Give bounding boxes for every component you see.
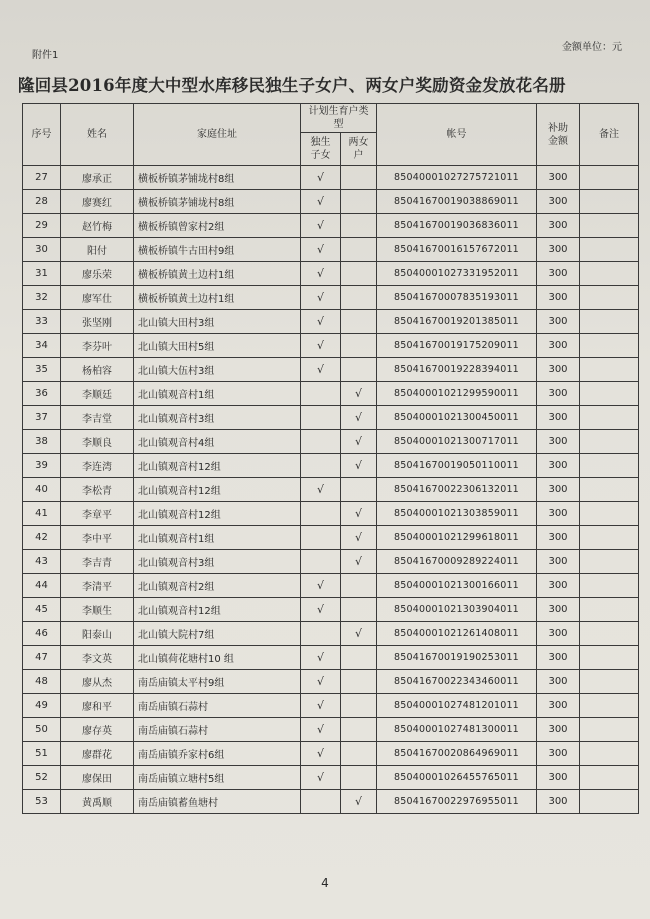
row-no: 38 [23, 430, 61, 454]
row-address: 南岳庙镇石蒜村 [134, 694, 301, 718]
header-subsidy [537, 104, 580, 166]
table-row [23, 358, 639, 382]
row-only-child-check [301, 454, 341, 478]
row-two-girls-check: √ [341, 622, 377, 646]
header-no: 序号 [23, 104, 61, 166]
row-name: 廖承正 [61, 166, 134, 190]
header-two-girls-text: 两女户 [348, 137, 369, 161]
table-row [23, 670, 639, 694]
row-amount: 300 [537, 598, 580, 622]
row-amount: 300 [537, 766, 580, 790]
row-account: 85040001021303859011 [377, 502, 537, 526]
row-account: 85041670016157672011 [377, 238, 537, 262]
table-row [23, 694, 639, 718]
row-amount: 300 [537, 262, 580, 286]
row-name: 李连湾 [61, 454, 134, 478]
row-remark [580, 214, 639, 238]
row-account: 85041670019036836011 [377, 214, 537, 238]
row-no: 52 [23, 766, 61, 790]
row-amount: 300 [537, 166, 580, 190]
table-row [23, 286, 639, 310]
row-amount: 300 [537, 214, 580, 238]
row-remark [580, 430, 639, 454]
row-address: 南岳庙镇立塘村5组 [134, 766, 301, 790]
row-name: 杨柏容 [61, 358, 134, 382]
row-account: 85041670019038869011 [377, 190, 537, 214]
row-amount: 300 [537, 790, 580, 814]
row-only-child-check [301, 382, 341, 406]
row-remark [580, 598, 639, 622]
row-address: 北山镇观音村12组 [134, 502, 301, 526]
row-account: 85040001021299618011 [377, 526, 537, 550]
row-only-child-check [301, 526, 341, 550]
row-address: 北山镇观音村12组 [134, 478, 301, 502]
row-account: 85041670020864969011 [377, 742, 537, 766]
row-remark [580, 622, 639, 646]
row-address: 北山镇大院村7组 [134, 622, 301, 646]
row-address: 北山镇观音村4组 [134, 430, 301, 454]
row-no: 48 [23, 670, 61, 694]
row-two-girls-check [341, 166, 377, 190]
row-remark [580, 406, 639, 430]
row-only-child-check: √ [301, 598, 341, 622]
row-no: 49 [23, 694, 61, 718]
row-two-girls-check: √ [341, 550, 377, 574]
table-row [23, 598, 639, 622]
row-address: 横板桥镇黄土边村1组 [134, 286, 301, 310]
row-no: 31 [23, 262, 61, 286]
row-name: 廖和平 [61, 694, 134, 718]
row-name: 李芬叶 [61, 334, 134, 358]
row-amount: 300 [537, 358, 580, 382]
row-two-girls-check [341, 214, 377, 238]
row-address: 北山镇大伍村3组 [134, 358, 301, 382]
table-row [23, 766, 639, 790]
row-no: 41 [23, 502, 61, 526]
row-name: 阳泰山 [61, 622, 134, 646]
row-address: 南岳庙镇乔家村6组 [134, 742, 301, 766]
row-no: 37 [23, 406, 61, 430]
table-row [23, 262, 639, 286]
row-account: 85041670019050110011 [377, 454, 537, 478]
row-amount: 300 [537, 430, 580, 454]
table-row [23, 478, 639, 502]
row-two-girls-check [341, 718, 377, 742]
row-two-girls-check [341, 238, 377, 262]
row-no: 34 [23, 334, 61, 358]
table-row [23, 742, 639, 766]
table-row [23, 214, 639, 238]
row-two-girls-check: √ [341, 430, 377, 454]
row-only-child-check: √ [301, 574, 341, 598]
row-account: 85041670009289224011 [377, 550, 537, 574]
table-row [23, 718, 639, 742]
row-only-child-check: √ [301, 670, 341, 694]
table-row [23, 790, 639, 814]
row-no: 27 [23, 166, 61, 190]
row-address: 北山镇观音村2组 [134, 574, 301, 598]
row-no: 40 [23, 478, 61, 502]
row-no: 53 [23, 790, 61, 814]
row-account: 85041670022343460011 [377, 670, 537, 694]
row-remark [580, 286, 639, 310]
row-address: 横板桥镇茅铺垅村8组 [134, 190, 301, 214]
table-row [23, 646, 639, 670]
row-no: 51 [23, 742, 61, 766]
row-remark [580, 550, 639, 574]
row-remark [580, 310, 639, 334]
row-amount: 300 [537, 622, 580, 646]
row-name: 阳付 [61, 238, 134, 262]
header-plan-type [301, 104, 377, 133]
row-amount: 300 [537, 550, 580, 574]
row-amount: 300 [537, 406, 580, 430]
row-account: 85041670022306132011 [377, 478, 537, 502]
row-address: 北山镇观音村1组 [134, 382, 301, 406]
row-name: 赵竹梅 [61, 214, 134, 238]
row-account: 850400010272757210​11 [377, 166, 537, 190]
row-address: 横板桥镇茅铺垅村8组 [134, 166, 301, 190]
row-amount: 300 [537, 742, 580, 766]
row-remark [580, 358, 639, 382]
row-two-girls-check: √ [341, 382, 377, 406]
row-address: 北山镇观音村3组 [134, 406, 301, 430]
row-name: 廖乐荣 [61, 262, 134, 286]
row-two-girls-check [341, 670, 377, 694]
row-name: 李顺生 [61, 598, 134, 622]
row-only-child-check: √ [301, 646, 341, 670]
row-only-child-check: √ [301, 766, 341, 790]
header-account: 帐号 [377, 104, 537, 166]
currency-unit-label: 金额单位：元 [562, 42, 622, 53]
row-account: 85040001021303904011 [377, 598, 537, 622]
header-name: 姓名 [61, 104, 134, 166]
table-body [23, 166, 639, 814]
row-account: 85040001021300166011 [377, 574, 537, 598]
row-amount: 300 [537, 190, 580, 214]
table-row [23, 310, 639, 334]
row-only-child-check: √ [301, 262, 341, 286]
row-account: 85041670019190253011 [377, 646, 537, 670]
row-account: 85040001027331952011 [377, 262, 537, 286]
table-row [23, 382, 639, 406]
table-row [23, 190, 639, 214]
row-name: 黄禹顺 [61, 790, 134, 814]
row-name: 廖存英 [61, 718, 134, 742]
row-account: 85041670019201385011 [377, 310, 537, 334]
row-name: 李顺良 [61, 430, 134, 454]
row-two-girls-check [341, 358, 377, 382]
row-name: 李中平 [61, 526, 134, 550]
header-two-girls [341, 133, 377, 166]
row-no: 29 [23, 214, 61, 238]
row-remark [580, 502, 639, 526]
row-address: 北山镇观音村12组 [134, 454, 301, 478]
row-address: 北山镇观音村1组 [134, 526, 301, 550]
row-two-girls-check [341, 742, 377, 766]
row-amount: 300 [537, 526, 580, 550]
row-name: 李松青 [61, 478, 134, 502]
row-name: 廖群花 [61, 742, 134, 766]
row-only-child-check: √ [301, 310, 341, 334]
row-two-girls-check [341, 574, 377, 598]
row-amount: 300 [537, 310, 580, 334]
row-account: 85040001026455765011 [377, 766, 537, 790]
row-address: 南岳庙镇石蒜村 [134, 718, 301, 742]
table-row [23, 526, 639, 550]
row-no: 50 [23, 718, 61, 742]
row-two-girls-check [341, 190, 377, 214]
row-remark [580, 238, 639, 262]
row-two-girls-check [341, 646, 377, 670]
row-account: 85040001021261408011 [377, 622, 537, 646]
row-only-child-check: √ [301, 718, 341, 742]
row-remark [580, 694, 639, 718]
page-number: 4 [321, 876, 329, 890]
row-remark [580, 790, 639, 814]
annex-label: 附件1 [32, 50, 59, 61]
row-address: 北山镇观音村12组 [134, 598, 301, 622]
row-remark [580, 526, 639, 550]
row-two-girls-check [341, 766, 377, 790]
row-address: 北山镇大田村5组 [134, 334, 301, 358]
row-no: 42 [23, 526, 61, 550]
row-remark [580, 454, 639, 478]
row-account: 85041670019228394011 [377, 358, 537, 382]
row-only-child-check: √ [301, 334, 341, 358]
row-address: 横板桥镇牛古田村9组 [134, 238, 301, 262]
row-no: 32 [23, 286, 61, 310]
table-row [23, 574, 639, 598]
row-amount: 300 [537, 502, 580, 526]
row-amount: 300 [537, 694, 580, 718]
row-only-child-check: √ [301, 166, 341, 190]
row-name: 廖赛红 [61, 190, 134, 214]
row-name: 李清平 [61, 574, 134, 598]
header-only-child-text: 独生子女 [310, 137, 331, 161]
row-only-child-check: √ [301, 694, 341, 718]
row-remark [580, 166, 639, 190]
row-address: 北山镇观音村3组 [134, 550, 301, 574]
row-remark [580, 646, 639, 670]
row-no: 43 [23, 550, 61, 574]
row-name: 廖从杰 [61, 670, 134, 694]
row-amount: 300 [537, 286, 580, 310]
row-remark [580, 478, 639, 502]
row-two-girls-check [341, 262, 377, 286]
row-only-child-check: √ [301, 478, 341, 502]
row-only-child-check: √ [301, 742, 341, 766]
header-only-child [301, 133, 341, 166]
table-row [23, 406, 639, 430]
row-only-child-check: √ [301, 190, 341, 214]
row-two-girls-check [341, 598, 377, 622]
row-two-girls-check [341, 334, 377, 358]
row-no: 33 [23, 310, 61, 334]
table-row [23, 166, 639, 190]
row-amount: 300 [537, 646, 580, 670]
row-address: 北山镇荷花塘村10 组 [134, 646, 301, 670]
row-amount: 300 [537, 382, 580, 406]
table-row [23, 238, 639, 262]
row-two-girls-check [341, 286, 377, 310]
row-account: 85040001027481201011 [377, 694, 537, 718]
row-amount: 300 [537, 670, 580, 694]
row-name: 李章平 [61, 502, 134, 526]
row-account: 85040001021299590011 [377, 382, 537, 406]
row-amount: 300 [537, 334, 580, 358]
row-account: 85040001021300717011 [377, 430, 537, 454]
row-no: 45 [23, 598, 61, 622]
row-remark [580, 766, 639, 790]
row-address: 横板桥镇曾家村2组 [134, 214, 301, 238]
row-no: 30 [23, 238, 61, 262]
table-row [23, 454, 639, 478]
row-only-child-check [301, 430, 341, 454]
row-remark [580, 670, 639, 694]
row-only-child-check: √ [301, 214, 341, 238]
row-account: 85041670007835193011 [377, 286, 537, 310]
row-remark [580, 742, 639, 766]
row-address: 横板桥镇黄土边村1组 [134, 262, 301, 286]
row-address: 南岳庙镇蓄鱼塘村 [134, 790, 301, 814]
row-name: 李吉堂 [61, 406, 134, 430]
row-only-child-check [301, 622, 341, 646]
row-only-child-check [301, 502, 341, 526]
row-name: 李文英 [61, 646, 134, 670]
table-row [23, 430, 639, 454]
row-no: 44 [23, 574, 61, 598]
row-two-girls-check: √ [341, 526, 377, 550]
row-two-girls-check: √ [341, 790, 377, 814]
page-title: 隆回县2016年度大中型水库移民独生子女户、两女户奖励资金发放花名册 [18, 76, 566, 95]
row-account: 85041670019175209011 [377, 334, 537, 358]
row-only-child-check: √ [301, 358, 341, 382]
row-two-girls-check [341, 478, 377, 502]
row-amount: 300 [537, 718, 580, 742]
row-amount: 300 [537, 574, 580, 598]
row-no: 47 [23, 646, 61, 670]
row-amount: 300 [537, 454, 580, 478]
row-name: 张坚刚 [61, 310, 134, 334]
row-amount: 300 [537, 238, 580, 262]
row-two-girls-check: √ [341, 502, 377, 526]
row-name: 廖保田 [61, 766, 134, 790]
row-name: 李顺廷 [61, 382, 134, 406]
table-row [23, 550, 639, 574]
row-address: 北山镇大田村3组 [134, 310, 301, 334]
row-no: 35 [23, 358, 61, 382]
table-row [23, 334, 639, 358]
row-only-child-check: √ [301, 238, 341, 262]
row-remark [580, 190, 639, 214]
row-remark [580, 574, 639, 598]
row-two-girls-check: √ [341, 406, 377, 430]
row-only-child-check [301, 406, 341, 430]
header-plan-type-text: 计划生育户类型 [308, 106, 369, 130]
row-two-girls-check: √ [341, 454, 377, 478]
row-no: 39 [23, 454, 61, 478]
row-remark [580, 718, 639, 742]
row-no: 36 [23, 382, 61, 406]
roster-table [22, 103, 639, 814]
row-no: 28 [23, 190, 61, 214]
row-name: 李吉青 [61, 550, 134, 574]
row-two-girls-check [341, 694, 377, 718]
row-two-girls-check [341, 310, 377, 334]
row-no: 46 [23, 622, 61, 646]
header-subsidy-text: 补助金额 [548, 122, 568, 147]
row-remark [580, 334, 639, 358]
table-row [23, 622, 639, 646]
row-address: 南岳庙镇太平村9组 [134, 670, 301, 694]
row-amount: 300 [537, 478, 580, 502]
header-remark: 备注 [580, 104, 639, 166]
row-only-child-check: √ [301, 286, 341, 310]
header-address: 家庭住址 [134, 104, 301, 166]
row-remark [580, 382, 639, 406]
row-remark [580, 262, 639, 286]
row-account: 85040001027481300011 [377, 718, 537, 742]
row-only-child-check [301, 790, 341, 814]
row-account: 85040001021300450011 [377, 406, 537, 430]
table-row [23, 502, 639, 526]
row-name: 廖军仕 [61, 286, 134, 310]
row-only-child-check [301, 550, 341, 574]
row-account: 85041670022976955011 [377, 790, 537, 814]
